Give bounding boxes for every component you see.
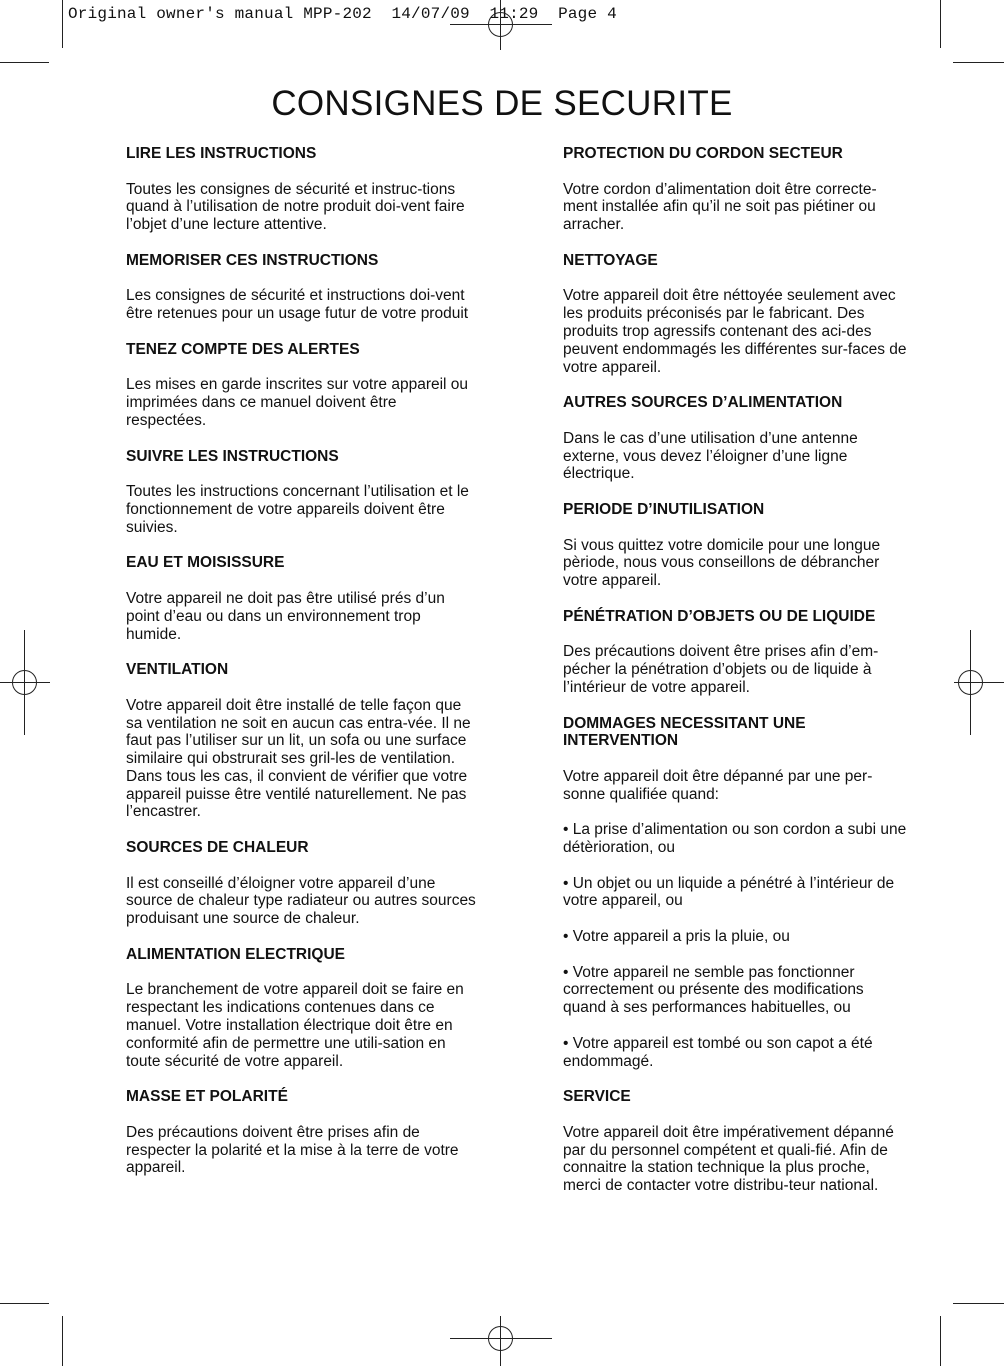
safety-section [126,554,478,643]
safety-section [563,608,909,697]
section-paragraph: • Votre appareil a pris la pluie, ou [563,928,790,946]
section-heading: SOURCES DE CHALEUR [126,839,309,857]
safety-section [126,341,478,430]
section-heading: SUIVRE LES INSTRUCTIONS [126,447,339,465]
section-heading: ALIMENTATION ELECTRIQUE [126,945,345,963]
section-paragraph: Dans le cas d’une utilisation d’une antenne externe, vous devez l’éloigner d’une ligne électrique. [563,429,858,483]
section-heading: LIRE LES INSTRUCTIONS [126,145,317,162]
section-paragraph: Les consignes de sécurité et instructions doi-vent être retenues pour un usage futur de votre produit [126,287,469,323]
section-paragraph: Votre appareil ne doit pas être utilisé prés d’un point d’eau ou dans un environnement trop humide. [126,589,445,643]
safety-section [563,145,909,234]
section-heading: NETTOYAGE [563,251,658,269]
section-paragraph: • Un objet ou un liquide a pénétré à l’intérieur de votre appareil, ou [563,874,895,910]
section-heading: PERIODE D’INUTILISATION [563,500,765,518]
section-heading: DOMMAGES NECESSITANT UNE INTERVENTION [563,714,806,750]
safety-section [126,1088,478,1177]
safety-section [126,946,478,1071]
section-paragraph: Toutes les instructions concernant l’utilisation et le fonctionnement de votre appareils doivent être suivies. [126,483,469,536]
section-paragraph: • Votre appareil est tombé ou son capot a été endommagé. [563,1034,873,1070]
safety-section [126,145,478,234]
section-heading: MASSE ET POLARITÉ [126,1088,288,1106]
safety-section [126,661,478,821]
registration-mark-top [450,0,552,50]
crop-mark [953,62,1004,63]
crop-mark [940,1316,941,1366]
safety-section [563,501,909,590]
crop-mark [953,1303,1004,1304]
right-column [563,145,909,1213]
section-paragraph: • Votre appareil ne semble pas fonctionner correctement ou présente des modifications quand à ses performances habituelles, ou [563,963,864,1017]
section-paragraph: Votre appareil doit être néttoyée seulement avec les produits préconisés par le fabricant. Des produits trop agressifs contenant des aci-des peuvent endommagés les différentes sur-faces de votre appareil. [563,287,907,376]
section-paragraph: Des précautions doivent être prises afin d’em-pécher la pénétration d’objets ou de liquide à l’intérieur de votre appareil. [563,643,879,696]
safety-section [126,839,478,928]
section-paragraph: Les mises en garde inscrites sur votre appareil ou imprimées dans ce manuel doivent être respectées. [126,376,469,429]
crop-mark [0,1303,49,1304]
page-title: CONSIGNES DE SECURITE [271,84,733,123]
section-heading: TENEZ COMPTE DES ALERTES [126,340,360,358]
section-paragraph: Il est conseillé d’éloigner votre appareil d’une source de chaleur type radiateur ou autres sources produisant une source de chaleur. [126,874,476,928]
section-paragraph: Votre appareil doit être impérativement dépanné par du personnel compétent et quali-fié. Afin de connaitre la station technique la plus proche, merci de contacter votre distribu-teur national. [563,1123,894,1195]
section-paragraph: Des précautions doivent être prises afin de respecter la polarité et la mise à la terre de votre appareil. [126,1123,459,1177]
section-heading: PROTECTION DU CORDON SECTEUR [563,145,843,162]
registration-mark-left [0,630,50,735]
safety-section [563,1088,909,1195]
section-heading: PÉNÉTRATION D’OBJETS OU DE LIQUIDE [563,607,876,625]
safety-section [126,252,478,323]
safety-section [563,715,909,1071]
section-paragraph: Votre appareil doit être installé de telle façon que sa ventilation ne soit en aucun cas entra-vée. Il ne faut pas l’utiliser sur un lit, un sofa ou une surface similaire qui obstrurait ses gril-les de ventilation. Dans tous les cas, il convient de vérifier que votre appareil puisse être ventilé naturellement. Ne pas l’encastrer. [126,696,471,821]
crop-mark [62,0,63,48]
section-heading: EAU ET MOISISSURE [126,554,285,572]
section-paragraph: Votre cordon d’alimentation doit être correcte-ment installée afin qu’il ne soit pas piétiner ou arracher. [563,180,877,234]
safety-section [126,448,478,537]
section-heading: AUTRES SOURCES D’ALIMENTATION [563,394,843,412]
section-paragraph: Si vous quittez votre domicile pour une longue pèriode, nous vous conseillons de débrancher votre appareil. [563,536,881,590]
crop-mark [0,62,49,63]
section-paragraph: • La prise d’alimentation ou son cordon a subi une détèrioration, ou [563,821,907,857]
section-paragraph: Le branchement de votre appareil doit se faire en respectant les indications contenues dans ce manuel. Votre installation électrique doit être en conformité afin de permettre une utili-sation en toute sécurité de votre appareil. [126,981,464,1070]
crop-mark [940,0,941,48]
registration-mark-right [954,630,1004,735]
section-heading: VENTILATION [126,661,229,679]
left-column [126,145,478,1195]
printer-slug: Original owner's manual MPP-202 14/07/09 11:29 Page 4 [68,5,617,23]
safety-section [563,394,909,483]
section-heading: MEMORISER CES INSTRUCTIONS [126,251,379,269]
section-paragraph: Votre appareil doit être dépanné par une per-sonne qualifiée quand: [563,767,873,803]
section-heading: SERVICE [563,1088,631,1106]
registration-mark-bottom [450,1316,552,1366]
crop-mark [62,1316,63,1366]
section-paragraph: Toutes les consignes de sécurité et instruc-tions quand à l’utilisation de notre produit doi-vent faire l’objet d’une lecture attentive. [126,180,465,234]
safety-section [563,252,909,377]
